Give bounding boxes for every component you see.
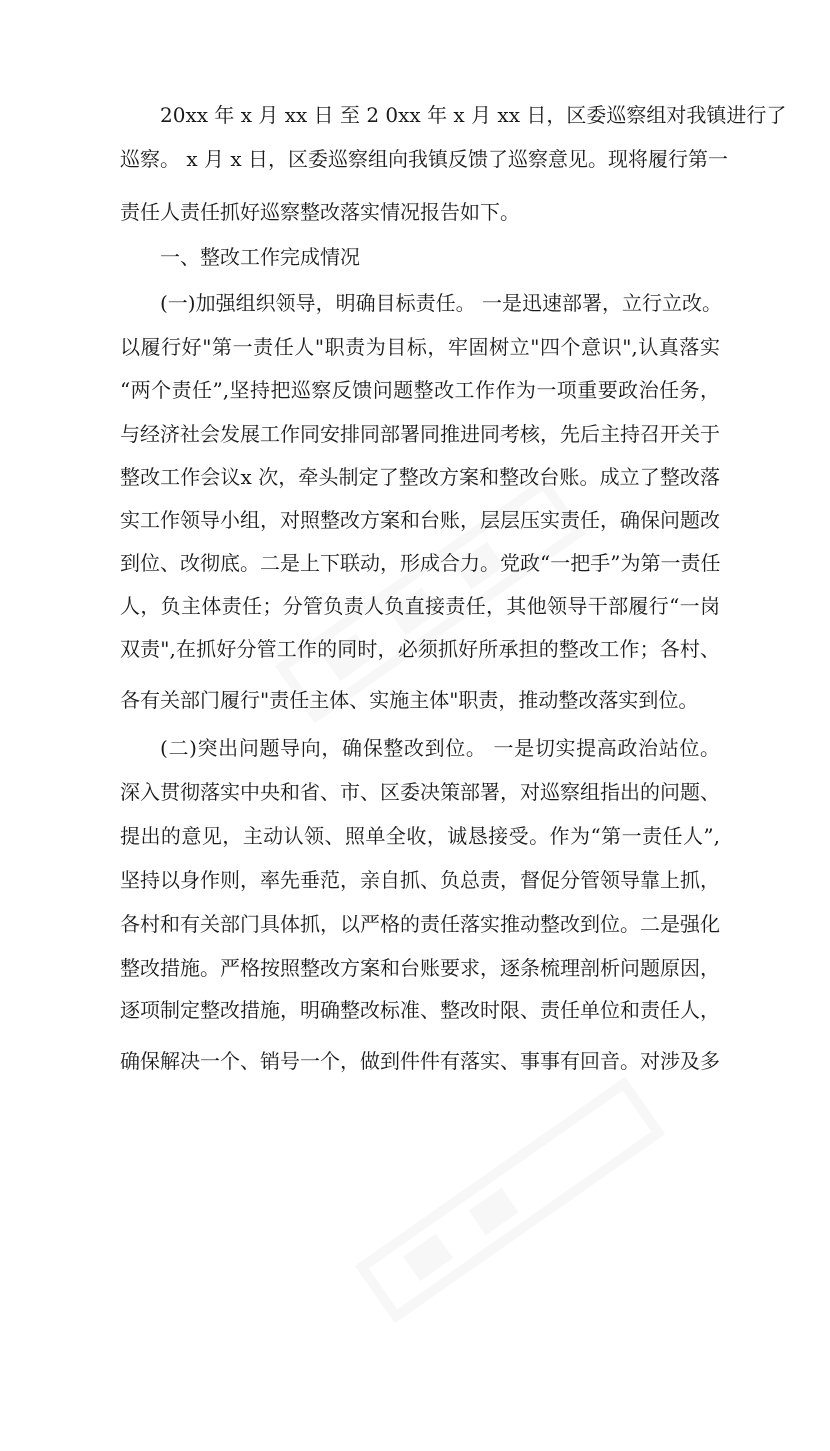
paragraph-line: 各有关部门履行"责任主体、实施主体"职责，推动整改落实到位。: [120, 688, 699, 712]
paragraph-line: 双责",在抓好分管工作的同时，必须抓好所承担的整改工作；各村、: [120, 637, 720, 661]
subsection-heading: (一)加强组织领导，明确目标责任。 一是迅速部署，立行立改。: [160, 291, 722, 315]
paragraph-line: 整改工作会议x 次，牵头制定了整改方案和整改台账。成立了整改落: [120, 465, 720, 489]
paragraph-line: 巡察。 x 月 x 日，区委巡察组向我镇反馈了巡察意见。现将履行第一: [120, 147, 728, 171]
paragraph-line: 逐项制定整改措施，明确整改标准、整改时限、责任单位和责任人，: [120, 998, 720, 1022]
paragraph-line: 以履行好"第一责任人"职责为目标，牢固树立"四个意识",认真落实: [120, 335, 720, 359]
paragraph-line: 整改措施。严格按照整改方案和台账要求，逐条梳理剖析问题原因，: [120, 956, 720, 980]
paragraph-line: 坚持以身作则，率先垂范，亲自抓、负总责，督促分管领导靠上抓，: [120, 868, 720, 892]
paragraph-line: 人，负主体责任；分管负责人负直接责任，其他领导干部履行“一岗: [120, 594, 720, 618]
watermark-icon: [259, 949, 760, 1450]
paragraph-line: 实工作领导小组，对照整改方案和台账，层层压实责任，确保问题改: [120, 508, 720, 532]
subsection-heading: (二)突出问题导向，确保整改到位。 一是切实提高政治站位。: [160, 736, 720, 760]
paragraph-line: 责任人责任抓好巡察整改落实情况报告如下。: [120, 200, 520, 224]
paragraph-line: 提出的意见，主动认领、照单全收，诚恳接受。作为“第一责任人”,: [120, 824, 720, 848]
paragraph-line: 与经济社会发展工作同安排同部署同推进同考核，先后主持召开关于: [120, 422, 720, 446]
section-heading: 一、整改工作完成情况: [160, 245, 360, 269]
paragraph-line: 到位、改彻底。二是上下联动，形成合力。党政“一把手”为第一责任: [120, 551, 721, 575]
paragraph-line: “两个责任”,坚持把巡察反馈问题整改工作作为一项重要政治任务，: [120, 378, 720, 402]
paragraph-line: 确保解决一个、销号一个，做到件件有落实、事事有回音。对涉及多: [120, 1049, 720, 1073]
paragraph-line: 各村和有关部门具体抓，以严格的责任落实推动整改到位。二是强化: [120, 912, 720, 936]
paragraph-line: 深入贯彻落实中央和省、市、区委决策部署，对巡察组指出的问题、: [120, 780, 720, 804]
paragraph-line: 20xx 年 x 月 xx 日 至 2 0xx 年 x 月 xx 日，区委巡察组对我镇进行了: [160, 103, 787, 127]
